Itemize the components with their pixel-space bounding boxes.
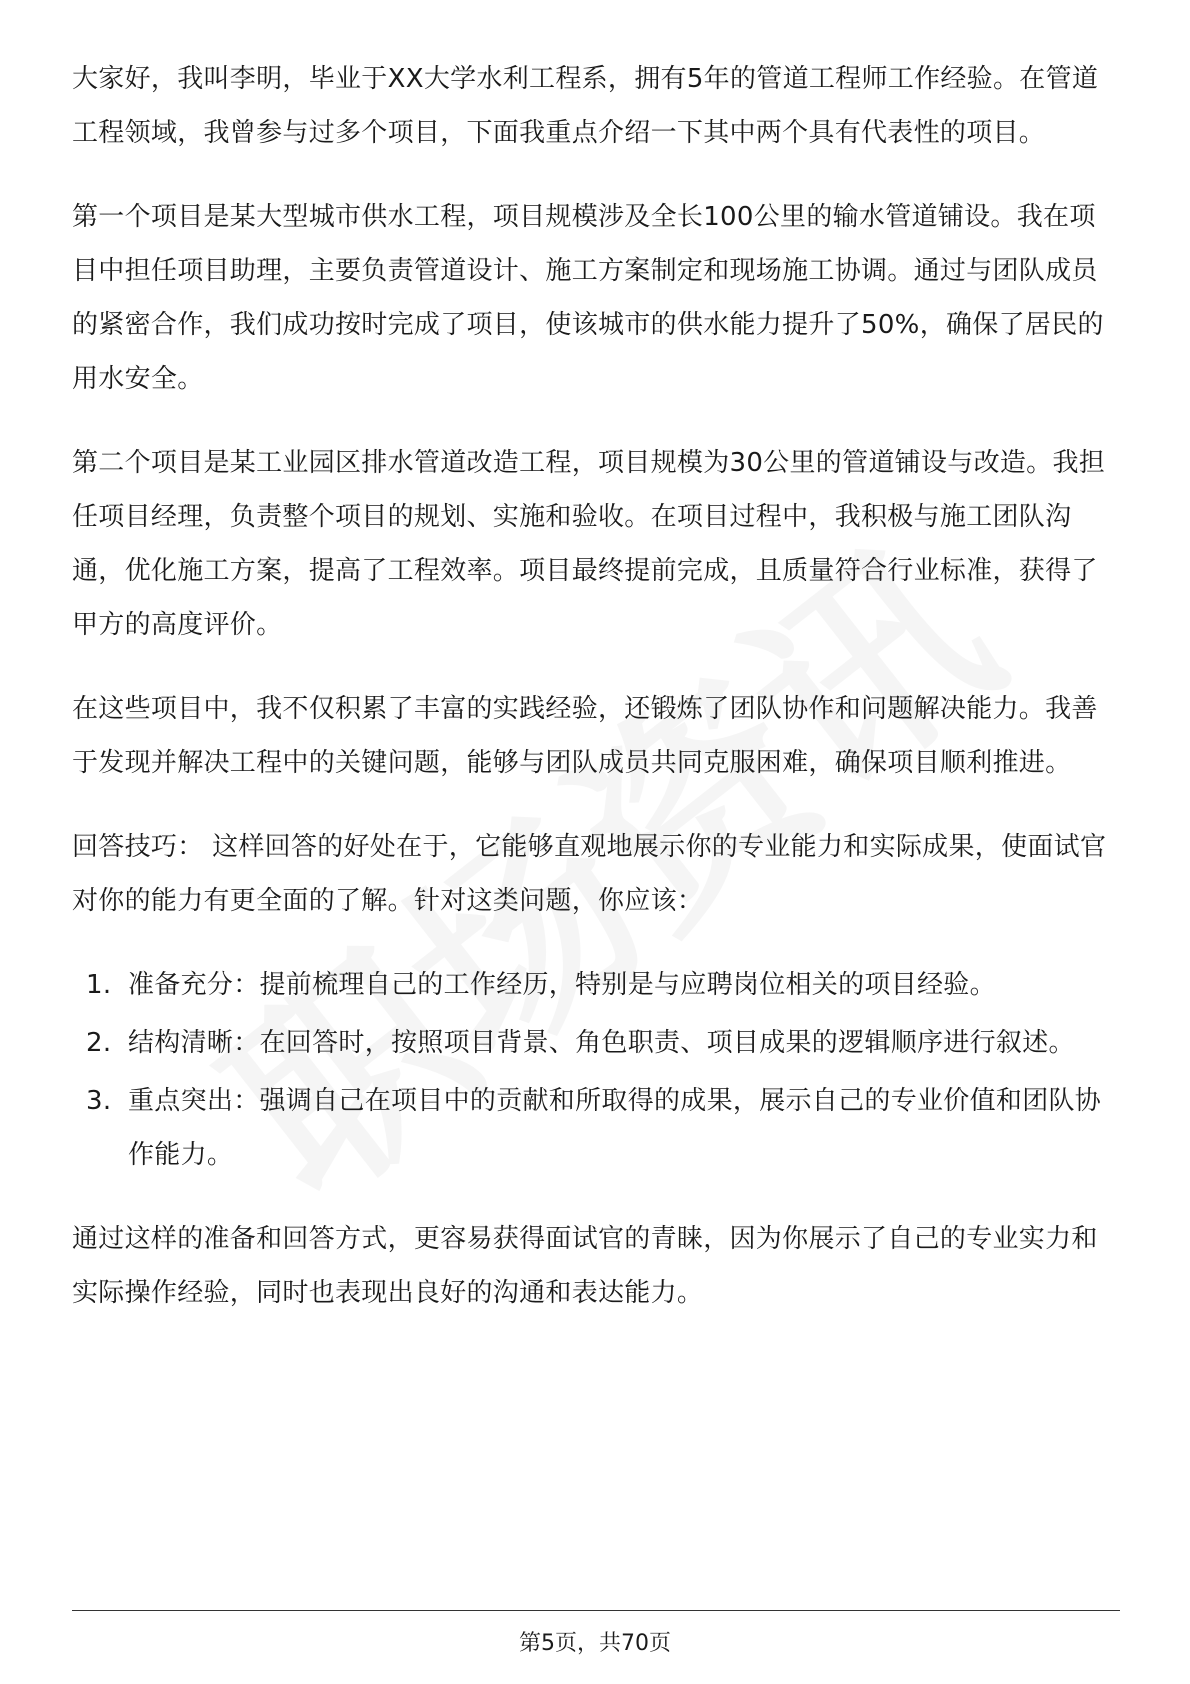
list-item-number: 1. (86, 970, 112, 1000)
paragraph-project-two: 第二个项目是某工业园区排水管道改造工程，项目规模为30公里的管道铺设与改造。我担任项目经理，负责整个项目的规划、实施和验收。在项目过程中，我积极与施工团队沟通，优化施工方案，提高了工程效率。项目最终提前完成，且质量符合行业标准，获得了甲方的高度评价。 (72, 448, 1106, 640)
list-item-number: 2. (86, 1028, 112, 1058)
list-item-text: 结构清晰：在回答时，按照项目背景、角色职责、项目成果的逻辑顺序进行叙述。 (128, 1028, 1075, 1058)
page-number: 第5页，共70页 (519, 1631, 671, 1656)
list-item (72, 1016, 1120, 1070)
list-item-text: 准备充分：提前梳理自己的工作经历，特别是与应聘岗位相关的项目经验。 (128, 970, 996, 1000)
footer-divider (72, 1610, 1120, 1611)
paragraph-summary: 在这些项目中，我不仅积累了丰富的实践经验，还锻炼了团队协作和问题解决能力。我善于发现并解决工程中的关键问题，能够与团队成员共同克服困难，确保项目顺利推进。 (72, 694, 1098, 778)
paragraph-answer-tips: 回答技巧： 这样回答的好处在于，它能够直观地展示你的专业能力和实际成果，使面试官对你的能力有更全面的了解。针对这类问题，你应该： (72, 832, 1107, 916)
tips-list (72, 958, 1120, 1182)
list-item (72, 958, 1120, 1012)
list-item (72, 1074, 1120, 1182)
paragraph-intro: 大家好，我叫李明，毕业于XX大学水利工程系，拥有5年的管道工程师工作经验。在管道工程领域，我曾参与过多个项目，下面我重点介绍一下其中两个具有代表性的项目。 (72, 64, 1099, 148)
list-item-text: 重点突出：强调自己在项目中的贡献和所取得的成果，展示自己的专业价值和团队协作能力。 (128, 1086, 1102, 1170)
document-body (72, 52, 1120, 1350)
paragraph-closing: 通过这样的准备和回答方式，更容易获得面试官的青睐，因为你展示了自己的专业实力和实际操作经验，同时也表现出良好的沟通和表达能力。 (72, 1224, 1098, 1308)
list-item-number: 3. (86, 1086, 112, 1116)
paragraph-project-one: 第一个项目是某大型城市供水工程，项目规模涉及全长100公里的输水管道铺设。我在项目中担任项目助理，主要负责管道设计、施工方案制定和现场施工协调。通过与团队成员的紧密合作，我们成功按时完成了项目，使该城市的供水能力提升了50%，确保了居民的用水安全。 (72, 202, 1104, 394)
